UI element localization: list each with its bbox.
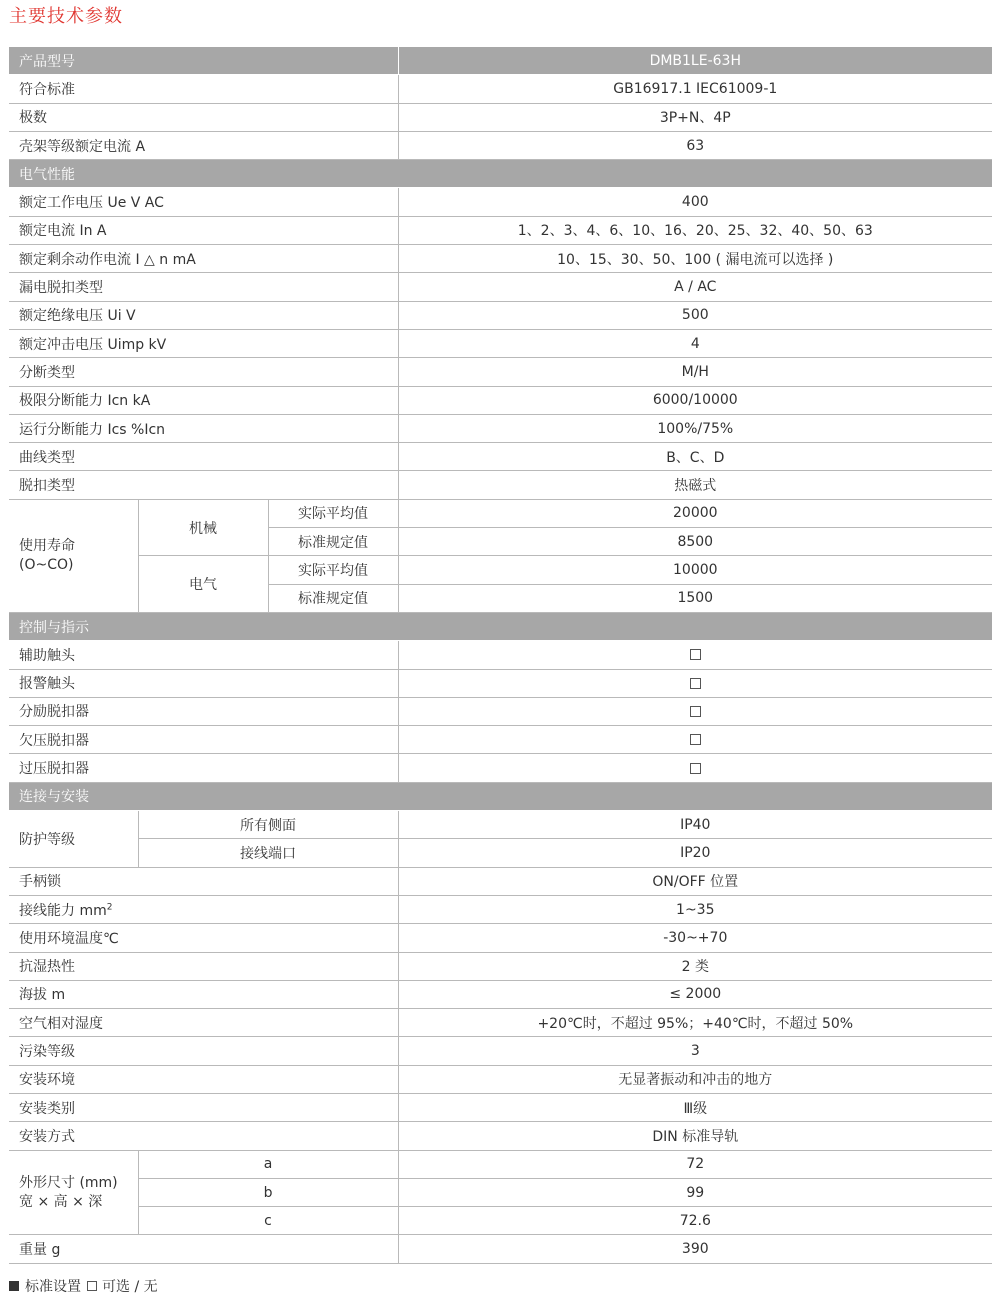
row-label (9, 895, 398, 923)
life-actual-label: 实际平均值 (268, 556, 398, 584)
row-label: 抗湿热性 (9, 952, 398, 980)
table-row (9, 1065, 992, 1093)
header-label: 产品型号 (9, 47, 398, 75)
table-row (9, 839, 992, 867)
table-row (9, 245, 992, 273)
row-value: DIN 标准导轨 (398, 1122, 992, 1150)
table-row (9, 1150, 992, 1178)
row-value: 1、2、3、4、6、10、16、20、25、32、40、50、63 (398, 216, 992, 244)
section-title: 连接与安装 (9, 782, 992, 810)
legend (9, 1276, 158, 1296)
row-value (398, 697, 992, 725)
table-row (9, 301, 992, 329)
row-label: 污染等级 (9, 1037, 398, 1065)
row-value: Ⅲ级 (398, 1093, 992, 1121)
optional-box-icon (690, 649, 701, 660)
table-row (9, 273, 992, 301)
protection-label: 防护等级 (9, 811, 138, 868)
table-row (9, 1037, 992, 1065)
life-actual-label: 实际平均值 (268, 499, 398, 527)
row-value: 100%/75% (398, 414, 992, 442)
table-row (9, 414, 992, 442)
table-row (9, 75, 992, 103)
row-value (398, 754, 992, 782)
row-label: 壳架等级额定电流 A (9, 131, 398, 159)
table-row (9, 895, 992, 923)
row-label: 安装环境 (9, 1065, 398, 1093)
row-value (398, 641, 992, 669)
table-row (9, 103, 992, 131)
wiring-unit-exponent: 2 (106, 901, 113, 912)
section-title: 控制与指示 (9, 612, 992, 640)
dimension-a-label: a (138, 1150, 398, 1178)
life-elec-standard: 1500 (398, 584, 992, 612)
life-standard-label: 标准规定值 (268, 584, 398, 612)
table-row (9, 1093, 992, 1121)
row-value (398, 726, 992, 754)
row-label: 运行分断能力 Ics %Icn (9, 414, 398, 442)
optional-box-icon (690, 678, 701, 689)
section-title: 电气性能 (9, 160, 992, 188)
table-row (9, 697, 992, 725)
table-row (9, 386, 992, 414)
page-title: 主要技术参数 (9, 6, 123, 27)
table-row (9, 556, 992, 584)
table-row (9, 924, 992, 952)
row-value (398, 669, 992, 697)
life-elec-label: 电气 (138, 556, 268, 613)
row-label: 脱扣类型 (9, 471, 398, 499)
protection-sides-label: 所有侧面 (138, 811, 398, 839)
row-value: B、C、D (398, 443, 992, 471)
dimension-c-value: 72.6 (398, 1207, 992, 1235)
protection-sides-value: IP40 (398, 811, 992, 839)
section-header-control (9, 612, 992, 640)
row-label: 曲线类型 (9, 443, 398, 471)
life-elec-actual: 10000 (398, 556, 992, 584)
table-row (9, 811, 992, 839)
row-label: 漏电脱扣类型 (9, 273, 398, 301)
legend-optional: 可选 / 无 (102, 1279, 158, 1295)
table-row (9, 1178, 992, 1206)
row-label: 额定冲击电压 Uimp kV (9, 329, 398, 357)
row-value: 390 (398, 1235, 992, 1263)
optional-box-icon (690, 763, 701, 774)
table-row (9, 188, 992, 216)
row-label: 辅助触头 (9, 641, 398, 669)
dimension-c-label: c (138, 1207, 398, 1235)
row-value: 热磁式 (398, 471, 992, 499)
table-row (9, 1122, 992, 1150)
row-label: 海拔 m (9, 980, 398, 1008)
header-value: DMB1LE-63H (398, 47, 992, 75)
table-row (9, 358, 992, 386)
row-value: 3 (398, 1037, 992, 1065)
optional-box-icon (690, 734, 701, 745)
row-value: -30~+70 (398, 924, 992, 952)
row-label: 分断类型 (9, 358, 398, 386)
row-label: 空气相对湿度 (9, 1009, 398, 1037)
life-mech-actual: 20000 (398, 499, 992, 527)
dimension-b-value: 99 (398, 1178, 992, 1206)
table-row (9, 216, 992, 244)
row-value: +20℃时，不超过 95%；+40℃时，不超过 50% (398, 1009, 992, 1037)
row-label: 极数 (9, 103, 398, 131)
table-row (9, 131, 992, 159)
row-label: 额定绝缘电压 Ui V (9, 301, 398, 329)
dimensions-label: 外形尺寸 (mm) 宽 × 高 × 深 (9, 1150, 138, 1235)
table-row (9, 754, 992, 782)
row-value: 无显著振动和冲击的地方 (398, 1065, 992, 1093)
header-row (9, 47, 992, 75)
table-row (9, 471, 992, 499)
table-row (9, 329, 992, 357)
row-value: 10、15、30、50、100 ( 漏电流可以选择 ) (398, 245, 992, 273)
life-mech-label: 机械 (138, 499, 268, 556)
row-value: 4 (398, 329, 992, 357)
row-value: ≤ 2000 (398, 980, 992, 1008)
table-row (9, 1235, 992, 1263)
row-value: 1~35 (398, 895, 992, 923)
life-standard-label: 标准规定值 (268, 528, 398, 556)
row-label: 极限分断能力 Icn kA (9, 386, 398, 414)
table-row (9, 1207, 992, 1235)
table-row (9, 641, 992, 669)
table-row (9, 867, 992, 895)
row-value: 63 (398, 131, 992, 159)
spec-table (9, 47, 992, 1264)
row-label: 额定电流 In A (9, 216, 398, 244)
row-label: 使用环境温度℃ (9, 924, 398, 952)
table-row (9, 980, 992, 1008)
table-row (9, 669, 992, 697)
row-label: 手柄锁 (9, 867, 398, 895)
legend-standard: 标准设置 (25, 1279, 81, 1295)
row-label: 分励脱扣器 (9, 697, 398, 725)
row-value: 500 (398, 301, 992, 329)
row-value: 400 (398, 188, 992, 216)
section-header-electrical (9, 160, 992, 188)
protection-terminal-label: 接线端口 (138, 839, 398, 867)
dimension-a-value: 72 (398, 1150, 992, 1178)
row-label: 重量 g (9, 1235, 398, 1263)
row-value: 6000/10000 (398, 386, 992, 414)
table-row (9, 443, 992, 471)
life-mech-standard: 8500 (398, 528, 992, 556)
row-value: M/H (398, 358, 992, 386)
table-row (9, 726, 992, 754)
protection-terminal-value: IP20 (398, 839, 992, 867)
empty-square-icon (87, 1281, 97, 1291)
wiring-label: 接线能力 mm (19, 902, 107, 919)
table-row (9, 1009, 992, 1037)
row-label: 报警触头 (9, 669, 398, 697)
row-label: 符合标准 (9, 75, 398, 103)
row-value: GB16917.1 IEC61009-1 (398, 75, 992, 103)
row-label: 额定剩余动作电流 I △ n mA (9, 245, 398, 273)
section-header-install (9, 782, 992, 810)
optional-box-icon (690, 706, 701, 717)
row-label: 额定工作电压 Ue V AC (9, 188, 398, 216)
row-label: 安装类别 (9, 1093, 398, 1121)
row-label: 欠压脱扣器 (9, 726, 398, 754)
row-value: ON/OFF 位置 (398, 867, 992, 895)
row-value: 3P+N、4P (398, 103, 992, 131)
row-value: A / AC (398, 273, 992, 301)
row-value: 2 类 (398, 952, 992, 980)
table-row (9, 499, 992, 527)
row-label: 安装方式 (9, 1122, 398, 1150)
life-label: 使用寿命 (O~CO) (9, 499, 138, 612)
table-row (9, 952, 992, 980)
row-label: 过压脱扣器 (9, 754, 398, 782)
filled-square-icon (9, 1281, 19, 1291)
dimension-b-label: b (138, 1178, 398, 1206)
